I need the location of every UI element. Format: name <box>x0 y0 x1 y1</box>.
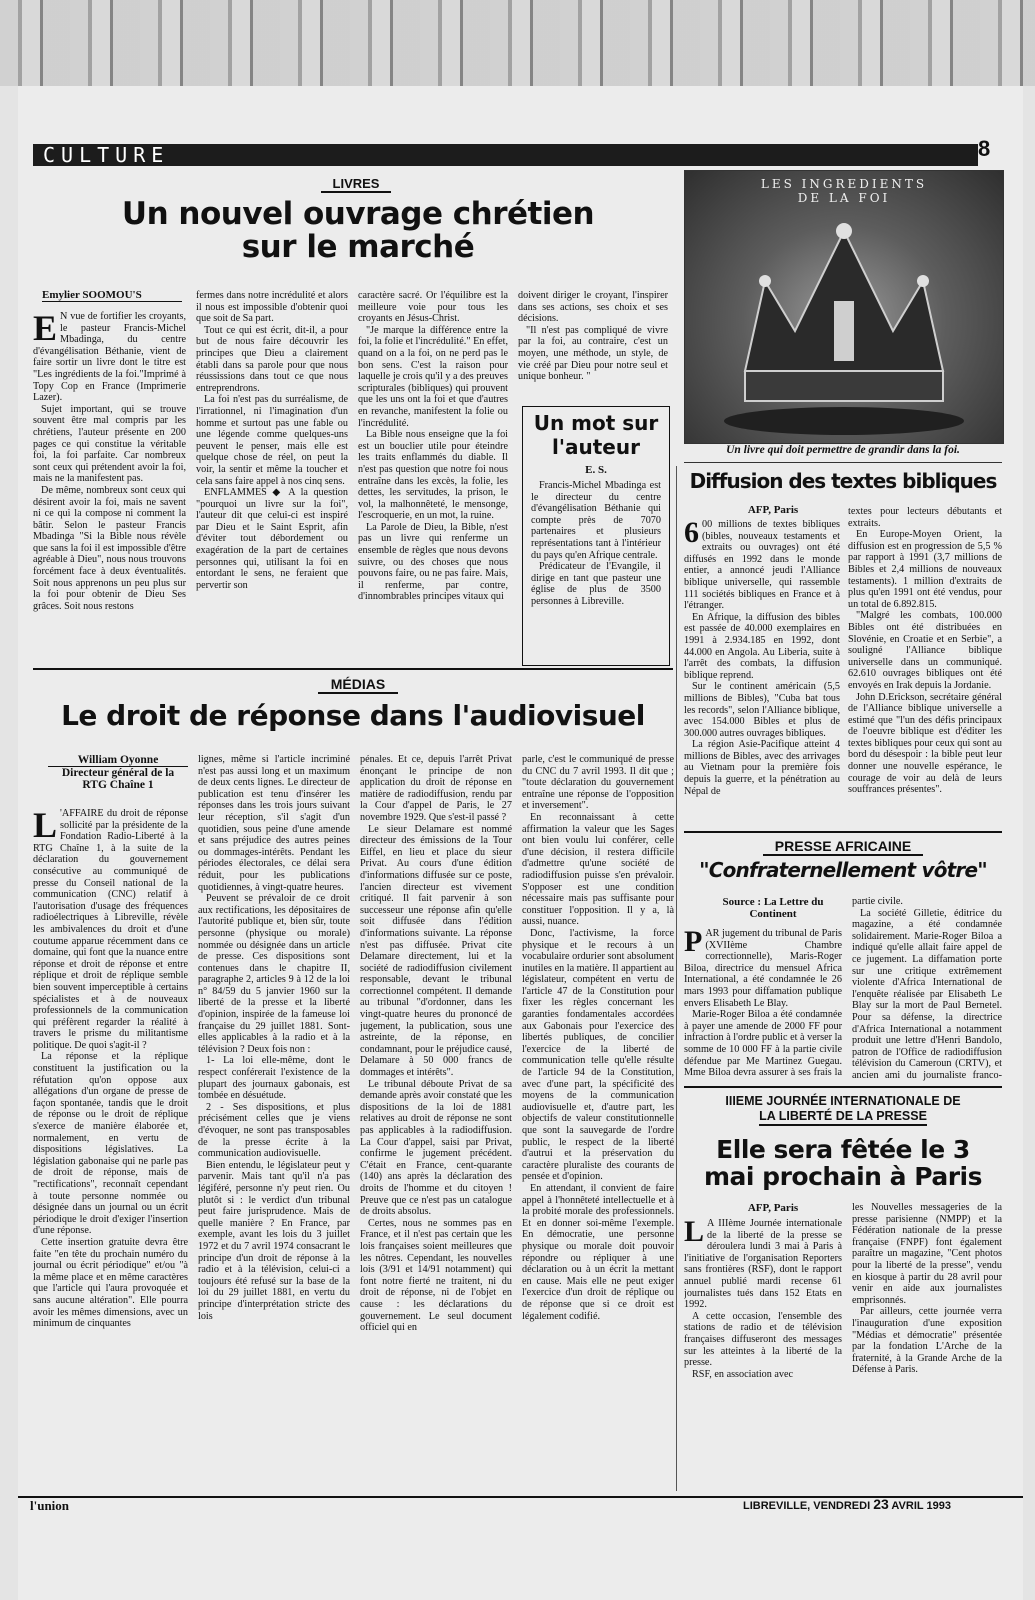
paragraph: "Malgré les combats, 100.000 Bibles ont été distribuées en Slovénie, en Croatie et en Serbie", a souligné l'Alliance biblique universelle dans un communiqué. 62.610 ouvrages bibliques ont été envoyés en Irak depuis la Jordanie. <box>848 610 1002 691</box>
paragraph: parle, c'est le communiqué de presse du CNC du 7 avril 1993. Il dit que ; "toute déclaration du gouvernement entraîne une réponse de l'opposition et inversement". <box>522 754 674 812</box>
headline-journee <box>684 1136 1002 1190</box>
photo-caption: Un livre qui doit permettre de grandir dans la foi. <box>726 444 960 456</box>
footer-day-number: 23 <box>873 1496 889 1512</box>
paragraph: textes pour lecteurs débutants et extraits. <box>848 506 1002 529</box>
headline-line-2: mai prochain à Paris <box>703 1162 983 1191</box>
paragraph: Par ailleurs, cette journée verra l'inauguration d'une exposition "Médias et démocratie" présentée par la fondation L'Arche de la fraternité, à la Grande Arche de la Défense à Paris. <box>852 1306 1002 1376</box>
source-line-2: Continent <box>749 908 797 920</box>
footer-city-day: LIBREVILLE, VENDREDI <box>743 1500 871 1512</box>
photo-title-line-1: LES INGREDIENTS <box>760 177 928 191</box>
section-divider <box>33 668 673 670</box>
diffusion-column-2 <box>848 506 1002 826</box>
paragraph: Le tribunal déboute Privat de sa demande après avoir constaté que les dispositions de la loi de 1881 relatives au droit de réponse ne sont pas applicables à la radiodiffusion. La Cour d'appel, saisi par Privat, confirme le jugement précédent. C'était en France, cent-quarante (140) ans après la déclaration des droits de l'homme et du citoyen ! Preuve que ce n'est pas un catalogue de droits absolus. <box>360 1078 512 1218</box>
paragraph: 'AFFAIRE du droit de réponse sollicité par la présidente de la Fondation Radio-Liberté à la RTG Chaîne 1, à la suite de la déclaration du gouvernement consécutive au communiqué de presse du Conseil national de la communication (CNC) relatif à l'autorisation d'usage des fréquences radioélectriques à Libreville, révèle les ambivalences du droit et d'une coutume apparue récemment dans ce domaine, qui font que la nuance entre réponse et droit de réponse et entre réplique et droit de réplique semble bien souvent imperceptible à certains spécialistes et à de nouveaux professionnels de la communication qui préfèrent regarder la réalité à travers le prisme du militantisme politique. De quoi s'agit-il ? <box>33 808 188 1051</box>
journee-column-1 <box>684 1218 842 1490</box>
paragraph: pénales. Et ce, depuis l'arrêt Privat énonçant le principe de non application du droit de réponse en matière de radiodiffusion, rendu par la Cour d'appel de Paris, le 27 novembre 1929. Que s'est-il passé ? <box>360 754 512 823</box>
medias-column-2 <box>198 754 350 1488</box>
paragraph: La Parole de Dieu, la Bible, n'est pas un livre qui renferme un ensemble de règles que nous devons suivre, ou des choses que nous pouvons faire, ou ne pas faire. Mais, il renferme, par contre, d'innombrables principes vitaux qui <box>358 521 508 603</box>
author-name: William Oyonne <box>48 754 188 767</box>
diffusion-column-1 <box>684 519 840 819</box>
scan-margin <box>0 0 1035 86</box>
headline-diffusion: Diffusion des textes bibliques <box>689 469 997 493</box>
headline-line-1: Elle sera fêtée le 3 <box>716 1135 970 1164</box>
source-line-1: Source : La Lettre du <box>722 896 824 908</box>
paragraph: 1- La loi elle-même, dont le respect conférerait l'existence de la plupart des journaux gabonais, est tombée en désuétude. <box>198 1055 350 1102</box>
kicker-medias: MÉDIAS <box>318 676 398 694</box>
paragraph: Francis-Michel Mbadinga est le directeur du centre d'évangélisation Béthanie qui compte près de 7070 partenaires et plusieurs représentations tant à l'intérieur du pays qu'en Afrique centrale. <box>531 480 661 561</box>
kicker-journee <box>684 1094 1002 1126</box>
paragraph: caractère sacré. Or l'équilibre est la meilleure voie pour tous les croyants en Jésus-Christ. <box>358 290 508 325</box>
author-box <box>522 406 670 666</box>
rule <box>684 462 1002 463</box>
paragraph: "Je marque la différence entre la foi, la folie et l'incrédulité." En effet, quand on a la foi, on ne perd pas le bon sens. C'est la raison pour laquelle je crois qu'il y a des preuves scripturales (bibliques) qui prouvent que les uns ont la foi et que d'autres en revanche, manifestent la folie ou l'incrédulité. <box>358 324 508 429</box>
paragraph: La réponse et la réplique constituent la justification ou la réfutation qu'on oppose aux allégations d'un organe de presse de façon spontanée, tandis que le droit de réponse ou le droit de réplique s'exerce de manière élaborée et, normalement, en vertu de dispositions législatives. La législation gabonaise qui ne parle pas de droit de réponse, mais de "rectifications", reconnaît cependant à toute personne nommée ou désignée dans un journal ou un écrit périodique le droit d'exiger l'insertion d'une réponse. <box>33 1051 188 1237</box>
page-number: 8 <box>978 136 991 161</box>
paragraph: La région Asie-Pacifique atteint 4 millions de Bibles, avec des arrivages au Vietnam pour la première fois depuis la guerre, et la pénétration au Népal de <box>684 739 840 797</box>
book-cover-photo <box>684 170 1004 444</box>
author-box-byline: E. S. <box>585 464 607 476</box>
medias-column-1 <box>33 808 188 1488</box>
photo-title-line-2: DE LA FOI <box>797 191 891 205</box>
issue-date <box>743 1496 951 1512</box>
paragraph: les Nouvelles messageries de la presse parisienne (NMPP) et la Fédération nationale de la presse française (FNPF) font également paraître un magazine, "Cent photos pour la liberté de la presse", vendu en kiosque à partir du 28 avril pour venir en aide aux journalistes emprisonnés. <box>852 1202 1002 1306</box>
source-presse <box>698 896 848 920</box>
newspaper-name: l'union <box>30 1498 70 1513</box>
drop-cap: 6 <box>684 519 699 549</box>
paragraph: "Il n'est pas compliqué de vivre par la foi, au contraire, c'est un moyen, une méthode, un style, de vie créé par Dieu pour notre seul et unique bonheur. " <box>518 324 668 383</box>
paragraph: John D.Erickson, secrétaire général de l'Alliance biblique universelle a estimé que "l'un des défis principaux de l'oeuvre biblique est d'éditer les textes bibliques pour ceux qui sont au bord du désespoir : la bible peut leur donner une nouvelle espérance, le courage de voir au delà de leurs souffrances présentes". <box>848 691 1002 796</box>
byline-medias <box>48 754 188 791</box>
rule <box>684 1086 1002 1088</box>
paragraph: Tout ce qui est écrit, dit-il, a pour but de nous faire découvrir les principes que Dieu a clairement établi dans sa parole pour que nous réussissions dans tout ce que nous entreprendrons. <box>196 324 348 394</box>
paragraph: En Europe-Moyen Orient, la diffusion est en progression de 5,5 % par rapport à 1991 (3,7 millions de Bibles et 2,4 millions de nouveaux testaments). 1 million d'extraits de plus qu'en 1991 ont été vendus, pour un total de 6.892.815. <box>848 529 1002 610</box>
paragraph: En Afrique, la diffusion des bibles est passée de 40.000 exemplaires en 1991 à 2.934.185 en 1992, dont 44.000 en Angola. Au Liberia, suite à l'arrêt des combats, la diffusion biblique reprend. <box>684 611 840 681</box>
paragraph: partie civile. <box>852 896 903 907</box>
paragraph: N vue de fortifier les croyants, le pasteur Francis-Michel Mbadinga, du centre d'évangélisation Béthanie, vient de faire sortir un livre dont le titre est "Les ingrédients de la foi."Imprimé à Topy Cop en France (Imprimerie Lazer). <box>33 311 186 404</box>
paragraph: De même, nombreux sont ceux qui désirent avoir la foi, mais ne savent ni ce qui la compose ni comment la bâtir. Selon le pasteur Francis Mbadinga "Si la Bible nous révèle que sans la foi il est impossible d'être agréable à Dieu", nous nous trouvons forcément face à deux éventualités. Soit nous apprenons un peu plus sur la foi pour obtenir de Dieu Ses grâces. Soit nous restons <box>33 484 186 612</box>
medias-column-4 <box>522 754 674 1488</box>
drop-cap: L <box>33 808 58 845</box>
crown-illustration <box>685 171 1003 443</box>
footer-month-year: AVRIL 1993 <box>891 1500 951 1512</box>
paragraph: En reconnaissant à cette affirmation la valeur que les Sages ont bien voulu lui conférer, celle d'une décision, il restera difficile d'admettre qu'une société de radiodiffusion puisse s'en prévaloir. S'opposer est une condition nécessaire mais pas suffisante pour constituer l'opposition. Il y a, là aussi, nuance. <box>522 811 674 928</box>
paragraph: Peuvent se prévaloir de ce droit aux rectifications, les dépositaires de l'autorité publique et, bien sûr, toute personne (physique ou morale) nommée ou désignée dans un article de presse. Ces dispositions sont contenues dans le chapitre II, paragraphe 2, articles 9 à 12 de la loi n° 84/59 du 5 janvier 1960 sur la liberté de la presse et la liberté d'opinion, inspirée de la fameuse loi française du 29 juillet 1881. Sont-elles applicables à la radio et à la télévision ? Deux fois non : <box>198 893 350 1055</box>
paragraph: Marie-Roger Biloa a été condamnée à payer une amende de 2000 FF pour infraction à l'ordre public et à verser la somme de 10 000 FF à la partie civile défendue par Me Martinez Guegau. Mme Biloa devra assurer à ses frais la <box>684 1009 842 1078</box>
livres-column-1 <box>33 311 186 661</box>
paragraph: AR jugement du tribunal de Paris (XVIIème Chambre correctionnelle), Maris-Roger Biloa, directrice du mensuel Africa International, a été condamnée le 26 mars 1993 pour diffamation publique envers Elisabeth Le Blay. <box>684 928 842 1009</box>
author-box-text <box>523 480 669 648</box>
presse-column-1 <box>684 928 842 1078</box>
journee-column-2 <box>852 1202 1002 1490</box>
headline-medias: Le droit de réponse dans l'audiovisuel <box>61 699 645 732</box>
livres-column-3 <box>358 290 508 660</box>
headline-line-1: Un nouvel ouvrage chrétien <box>121 196 595 232</box>
paragraph: fermes dans notre incrédulité et alors il nous est impossible d'obtenir quoi que soit de Sa part. <box>196 290 348 325</box>
paragraph: lignes, même si l'article incriminé n'est pas aussi long et un maximum de deux cents lignes. Le directeur de publication est tenu d'insérer les réponses dans les trois jours suivant leur réception, s'il s'agit d'un quotidien, sous peine d'une amende et sans préjudice des autres peines ou dommages-intérêts. Pendant les périodes électorales, ce délai sera réduit, pour les publications quotidiennes, à vingt-quatre heures. <box>198 754 350 893</box>
section-title: CULTURE <box>43 143 170 167</box>
paragraph: A cette occasion, l'ensemble des stations de radio et de télévision françaises diffuseront des messages sur les atteintes à la liberté de la presse. <box>684 1310 842 1369</box>
paragraph: La foi n'est pas du surréalisme, de l'irrationnel, ni l'imagination d'un homme et surtout pas une fable ou une légende comme quelques-uns peuvent le penser, mais elle est quelque chose de réel, on peut la voir, la sentir et même la toucher et cela sans faire appel à nos cinq sens. <box>196 394 348 487</box>
author-title-line-2: RTG Chaîne 1 <box>82 779 154 791</box>
section-bar <box>33 144 978 166</box>
paragraph: Certes, nous ne sommes pas en France, et il n'est pas certain que les lois françaises soient meilleures que les nôtres. Cependant, les nouvelles lois (3/91 et 14/91 notamment) qui font notre fierté ne traitent, ni du droit de réponse, ni de l'objet en cause : les déclarations du gouvernement. Le seul document officiel qui en <box>360 1217 512 1334</box>
byline-journee: AFP, Paris <box>747 1202 799 1214</box>
paragraph: Donc, l'activisme, la force physique et le recours à un vocabulaire ordurier sont absolument inutiles en la matière. Il appartient au législateur, compétent en vertu de l'article 47 de la Constitution pour fixer les règles concernant les garanties fondamentales accordées aux Gabonais pour l'exercice des libertés publiques, de concilier l'exercice de la liberté de communication telle qu'elle résulte de l'article 94 de la Constitution, avec d'une part, la spécificité des moyens de la communication audiovisuelle et, d'autre part, les objectifs de valeur constitutionnelle que sont la sauvegarde de l'ordre public, le respect de la liberté d'autrui et la préservation du caractère pluraliste des courants de pensée et d'opinion. <box>522 927 674 1183</box>
paragraph: RSF, en association avec <box>692 1368 794 1380</box>
medias-column-3 <box>360 754 512 1488</box>
byline-livres: Emylier SOOMOU'S <box>42 289 182 302</box>
paragraph: Sujet important, qui se trouve souvent être mal compris par les chrétiens, l'auteur présente en 200 pages ce qui constitue la véritable foi, la foi parfaite. Car nombreux sont ceux qui prétendent avoir la foi, mais ne la manifestent pas. <box>33 403 186 485</box>
author-title-line-1: Directeur général de la <box>61 767 175 779</box>
column-rule <box>676 466 677 1491</box>
livres-column-2 <box>196 290 348 660</box>
paragraph: La société Gilletie, éditrice du magazine, a été condamnée solidairement. Marie-Roger Biloa a indiqué qu'elle allait faire appel de ce jugement. La diffamation porte sur une critique extrêmement violente d'Africa International de l'enquête réalisée par Elisabeth Le Blay sur la mort de Paul Bernetel. Pour sa défense, la directrice d'Africa International a notamment produit une lettre d'Henri Bandolo, patron de l'Office de radiodiffusion télévision du Cameroun (CRTV), et ancien ami du journaliste franco- <box>852 907 1002 1081</box>
author-box-title <box>523 411 669 459</box>
drop-cap: L <box>684 1218 705 1248</box>
paragraph: La Bible nous enseigne que la foi est un bouclier utile pour éteindre les traits enflammés du diable. Il n'est pas question que notre foi nous entraîne dans les excès, la folie, les dettes, les servitudes, la prison, le vol, la malhonnêteté, le mensonge, l'escroquerie, en un mot, la ruine. <box>358 429 508 522</box>
drop-cap: P <box>684 928 703 958</box>
headline-presse: "Confraternellement vôtre" <box>699 858 987 882</box>
paragraph: ENFLAMMES ◆ A la question "pourquoi un livre sur la foi", l'auteur dit que celui-ci est inspiré par Dieu et le Saint Esprit, afin d'éviter tout débordement ou exagération de la part de certaines personnes qui, utilisant la foi en entordant le sens, ne feraient que pervertir son <box>196 487 348 591</box>
headline-livres <box>78 198 638 265</box>
title-line-2: l'auteur <box>552 435 640 459</box>
kicker-livres: LIVRES <box>321 176 391 193</box>
rule <box>684 831 1002 833</box>
kicker-presse: PRESSE AFRICAINE <box>763 838 923 856</box>
presse-column-2 <box>852 896 1002 1081</box>
kicker-line-1: IIIEME JOURNÉE INTERNATIONALE DE <box>725 1094 961 1108</box>
paragraph: Bien entendu, le législateur peut y parvenir. Mais tant qu'il n'a pas légiféré, personne n'y peut rien. Ou plutôt si : le verdict d'un tribunal peut faire jurisprudence. Mais de quelle manière ? En France, par exemple, avant les lois du 3 juillet 1972 et du 7 avril 1974 consacrant le principe d'un droit de réponse à la radio et à la télévision, celui-ci a toujours été refusé sur la base de la loi du 29 juillet 1881, en vertu du principe d'interprétation stricte des lois <box>198 1159 350 1322</box>
paragraph: A IIIème Journée internationale de la liberté de la presse se déroulera lundi 3 mai à Paris à l'initiative de l'organisation Reporters sans frontières (RSF), dont le rapport annuel publié mardi recense 61 journalistes tués dans 152 Etats en 1992. <box>684 1218 842 1311</box>
paragraph: Le sieur Delamare est nommé directeur des émissions de la Tour Eiffel, en lieu et place du sieur Privat. Au cours d'une édition d'informations diffusée sur ce poste, l'ancien directeur est vivement critiqué. Il fait parvenir à son successeur une réponse afin qu'elle soit diffusée dans l'édition d'informations suivante. La réponse n'est pas diffusée. Privat cite Delamare directement, lui et la société de radiodiffusion civilement responsable, devant le tribunal correctionnel compétent. Il demande au tribunal "d'ordonner, dans les vingt-quatre heures du prononcé de jugement, la publication, sous une astreinte, de la réponse, en condamnant, pour le préjudice causé, Delamare à 50 000 francs de dommages et intérêts". <box>360 823 512 1079</box>
paragraph: 00 millions de textes bibliques (bibles, nouveaux testaments et extraits ou ouvrages) ont été diffusés en 1992 dans le monde entier, a annoncé jeudi l'Alliance biblique universelle, qui rassemble 111 sociétés bibliques en France et à l'étranger. <box>684 519 840 612</box>
kicker-line-2: LA LIBERTÉ DE LA PRESSE <box>759 1109 927 1126</box>
paragraph: En attendant, il convient de faire appel à l'honnêteté intellectuelle et à la probité morale des professionnels. Et en donner soi-même l'exemple. En démocratie, une personne physique ou morale doit pouvoir répondre ou répliquer à une déclaration ou à un écrit la mettant en cause. Mais elle ne peut exiger l'exercice d'un droit de réplique ou de réponse que si ce droit est légalement codifié. <box>522 1182 674 1322</box>
title-line-1: Un mot sur <box>533 411 659 435</box>
drop-cap: E <box>33 311 58 348</box>
headline-line-2: sur le marché <box>241 229 475 266</box>
livres-column-4 <box>518 290 668 405</box>
paragraph: 2 - Ses dispositions, et plus précisément celles que je viens d'évoquer, ne sont pas transposables de la presse écrite à la communication audiovisuelle. <box>198 1101 350 1160</box>
newspaper-page <box>18 86 1023 1600</box>
paragraph: doivent diriger le croyant, l'inspirer dans ses actions, ses choix et ses décisions. <box>518 290 668 325</box>
paragraph: Cette insertion gratuite devra être faite "en tête du prochain numéro du journal ou écrit périodique" et/ou "à la même place et en même caractères que l'article qui l'aura provoquée et sans aucune altération". Elle pourra avoir les mêmes dimensions, avec un minimum de cinquantes <box>33 1236 188 1330</box>
byline-diffusion: AFP, Paris <box>747 504 799 516</box>
paragraph: Prédicateur de l'Evangile, il dirige en tant que pasteur une église de plus de 3500 personnes à Libreville. <box>531 561 661 607</box>
paragraph: Sur le continent américain (5,5 millions de Bibles), "Cuba bat tous les records", selon l'Alliance biblique, avec 154.000 Bibles et plus de 300.000 autres ouvrages bibliques. <box>684 681 840 739</box>
